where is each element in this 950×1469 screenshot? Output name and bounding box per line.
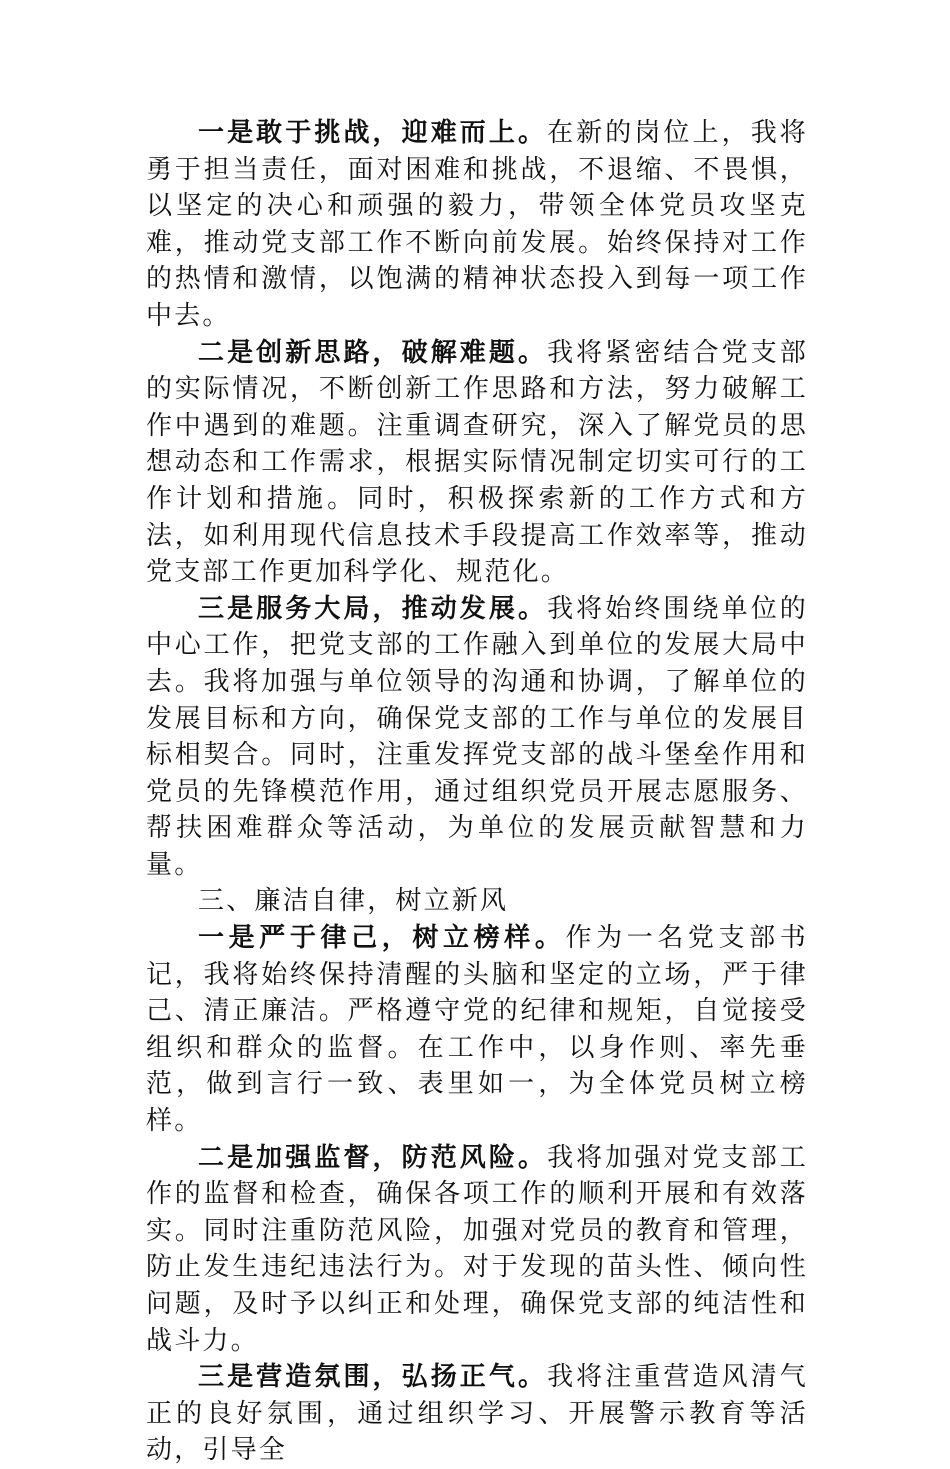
- paragraph-self-discipline: [146, 920, 808, 1140]
- paragraph-body: 作为一名党支部书记，我将始终保持清醒的头脑和坚定的立场，严于律己、清正廉洁。严格遵守党的纪律和规矩，自觉接受组织和群众的监督。在工作中，以身作则、率先垂范，做到言行一致、表里如一，为全体党员树立榜样。: [146, 923, 808, 1137]
- paragraph-lead: 二是加强监督，防范风险。: [198, 1142, 548, 1173]
- paragraph-serve-overall: [146, 591, 808, 884]
- paragraph-innovate: [146, 335, 808, 591]
- document-page: [146, 115, 808, 1469]
- paragraph-lead: 三是营造氛围，弘扬正气。: [198, 1362, 548, 1393]
- paragraph-lead: 二是创新思路，破解难题。: [198, 337, 548, 368]
- section-heading: 三、廉洁自律，树立新风: [198, 886, 509, 917]
- paragraph-body: 我将加强对党支部工作的监督和检查，确保各项工作的顺利开展和有效落实。同时注重防范风险，加强对党员的教育和管理，防止发生违纪违法行为。对于发现的苗头性、倾向性问题，及时予以纠正和处理，确保党支部的纯洁性和战斗力。: [146, 1142, 808, 1356]
- paragraph-lead: 三是服务大局，推动发展。: [198, 593, 548, 624]
- paragraph-lead: 一是敢于挑战，迎难而上。: [198, 118, 548, 148]
- paragraph-dare-challenge: [146, 115, 808, 335]
- paragraph-body: 我将注重营造风清气正的良好氛围，通过组织学习、开展警示教育等活动，引导全: [146, 1362, 808, 1466]
- paragraph-body: 我将紧密结合党支部的实际情况，不断创新工作思路和方法，努力破解工作中遇到的难题。注重调查研究，深入了解党员的思想动态和工作需求，根据实际情况制定切实可行的工作计划和措施。同时，积极探索新的工作方式和方法，如利用现代信息技术手段提高工作效率等，推动党支部工作更加科学化、规范化。: [146, 337, 808, 588]
- paragraph-body: 在新的岗位上，我将勇于担当责任，面对困难和挑战，不退缩、不畏惧，以坚定的决心和顽强的毅力，带领全体党员攻坚克难，推动党支部工作不断向前发展。始终保持对工作的热情和激情，以饱满的精神状态投入到每一项工作中去。: [146, 118, 808, 331]
- paragraph-lead: 一是严于律己，树立榜样。: [198, 923, 566, 954]
- paragraph-body: 我将始终围绕单位的中心工作，把党支部的工作融入到单位的发展大局中去。我将加强与单位领导的沟通和协调，了解单位的发展目标和方向，确保党支部的工作与单位的发展目标相契合。同时，注重发挥党支部的战斗堡垒作用和党员的先锋模范作用，通过组织党员开展志愿服务、帮扶困难群众等活动，为单位的发展贡献智慧和力量。: [146, 593, 808, 880]
- paragraph-supervision: [146, 1140, 808, 1360]
- paragraph-atmosphere: [146, 1359, 808, 1469]
